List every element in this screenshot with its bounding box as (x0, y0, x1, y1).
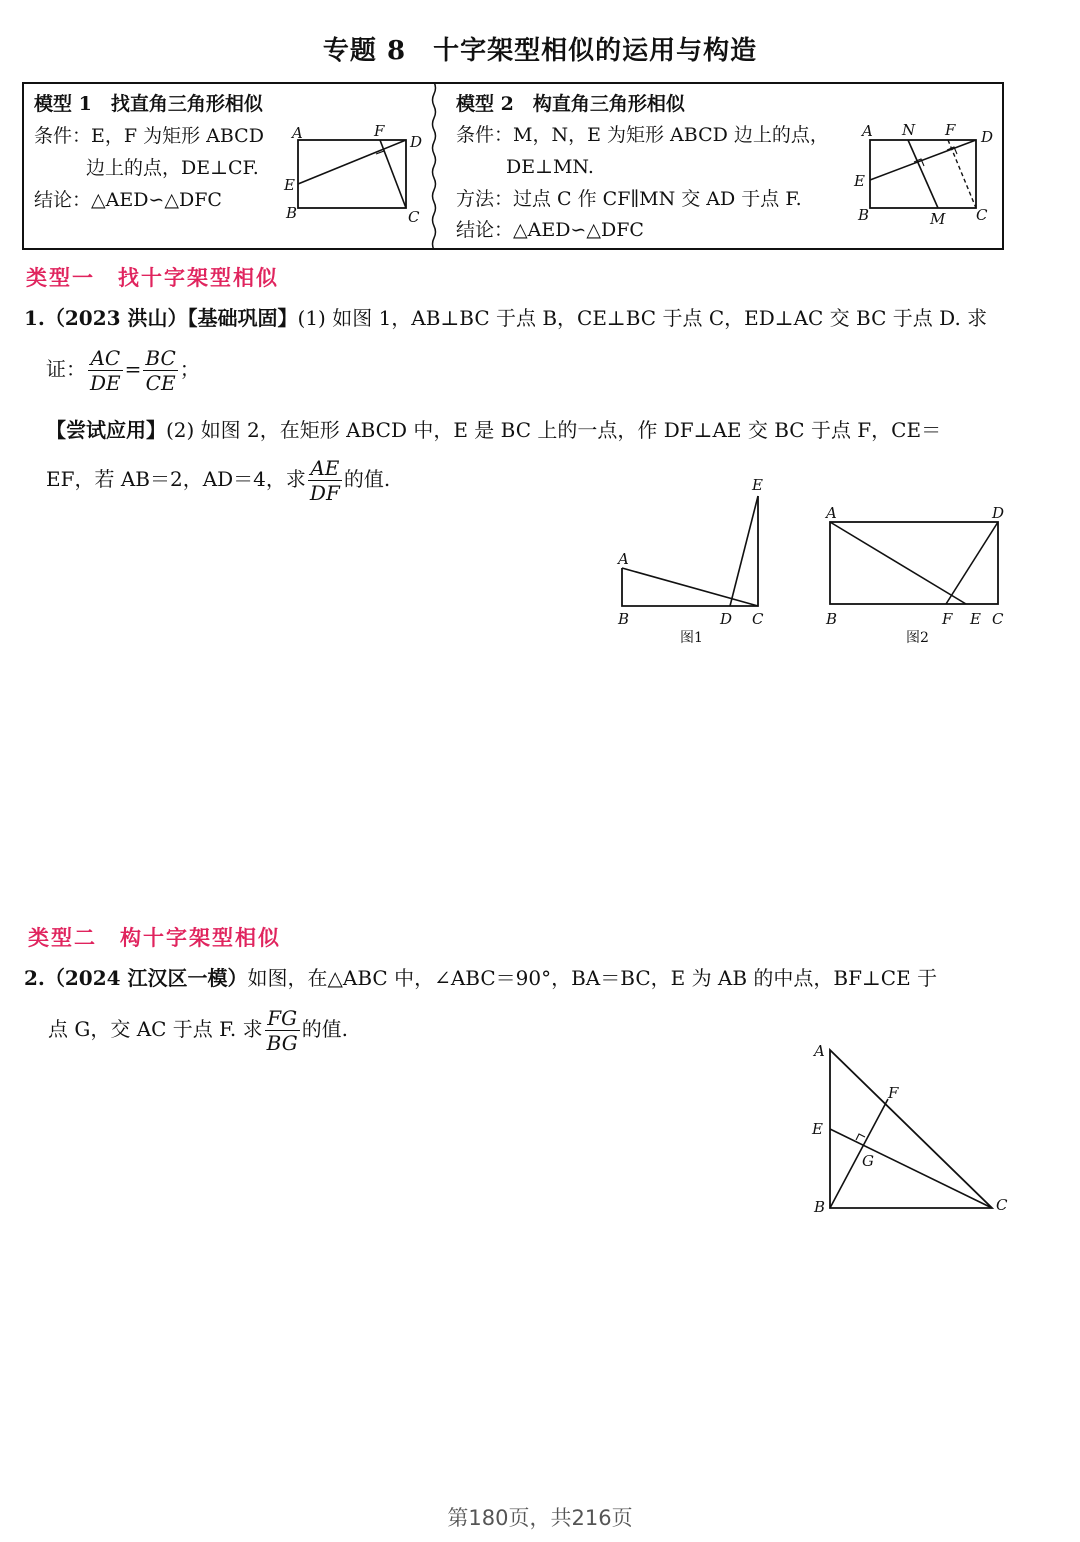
label-a: A (862, 122, 873, 140)
q1-source: （2023 洪山） (44, 306, 188, 330)
label-b: B (826, 610, 838, 628)
model2-condition-2: DE⊥MN. (506, 156, 594, 178)
q1-text-2: (2) 如图 2，在矩形 ABCD 中，E 是 BC 上的一点，作 DF⊥AE 交 BC 于点 F，CE＝ (166, 418, 942, 442)
model1-condition-2: 边上的点，DE⊥CF. (86, 157, 259, 179)
label-b: B (858, 206, 870, 224)
q2-text-1: 如图，在△ABC 中，∠ABC＝90°，BA＝BC，E 为 AB 的中点，BF⊥CE 于 (247, 966, 938, 990)
q2-line-2: 点 G，交 AC 于点 F. 求 $\frac{FG}{BG}$ 的值. (48, 1006, 349, 1055)
model1-conclusion: 结论：△AED∽△DFC (34, 189, 222, 211)
page-footer: 第180页，共216页 (447, 1506, 633, 1530)
rectangle-abcd (298, 140, 406, 208)
label-n: N (902, 121, 916, 139)
figure-q2 (806, 1036, 1016, 1220)
fraction-ac-de: $\frac{AC}{DE}$ (90, 346, 121, 395)
segment-ae (830, 522, 966, 604)
q1-proof-prefix: 证： (46, 357, 86, 381)
q2-line-1 (24, 962, 937, 991)
model2-figure (850, 118, 1000, 230)
label-c: C (996, 1196, 1008, 1214)
fraction-bc-ce: $\frac{BC}{CE}$ (145, 346, 176, 395)
label-c: C (408, 208, 420, 226)
figure-1 (610, 474, 780, 650)
label-a: A (618, 550, 629, 568)
right-angle-mark (856, 1134, 865, 1140)
model2-heading: 模型 2 构直角三角形相似 (456, 93, 685, 115)
fig1-caption: 图1 (680, 630, 703, 646)
fig2-caption: 图2 (906, 630, 929, 646)
segment-mn (908, 140, 938, 208)
segment-df (946, 522, 998, 604)
figure-2 (816, 500, 1016, 650)
q1-text-1: (1) 如图 1，AB⊥BC 于点 B，CE⊥BC 于点 C，ED⊥AC 交 BC 于点 D. 求 (297, 306, 988, 330)
model1-figure (282, 120, 428, 228)
label-f: F (945, 121, 956, 139)
label-d: D (992, 504, 1005, 522)
label-e: E (752, 476, 763, 494)
model1-condition-1: 条件：E，F 为矩形 ABCD (34, 125, 264, 147)
q1-tag-basic: 【基础巩固】 (187, 306, 298, 330)
model1-heading: 模型 1 找直角三角形相似 (34, 93, 263, 115)
section-type-2: 类型二 构十字架型相似 (28, 926, 281, 950)
q2-source: （2024 江汉区一模） (44, 966, 248, 990)
label-b: B (618, 610, 630, 628)
label-a: A (292, 124, 303, 142)
q1-line-3: EF，若 AB＝2，AD＝4，求 $\frac{AE}{DF}$ 的值. (46, 456, 391, 505)
label-f: F (888, 1084, 899, 1102)
fraction-fg-bg: $\frac{FG}{BG}$ (266, 1006, 298, 1055)
label-e: E (284, 176, 295, 194)
section-type-1: 类型一 找十字架型相似 (26, 266, 279, 290)
q1-line-1 (24, 302, 987, 331)
label-f: F (942, 610, 953, 628)
q1-number: 1. (24, 306, 45, 330)
q1-line-2 (46, 414, 941, 443)
label-e: E (812, 1120, 823, 1138)
label-m: M (930, 210, 946, 228)
label-c: C (752, 610, 764, 628)
fig1-frame (622, 496, 758, 606)
label-e: E (854, 172, 865, 190)
label-g: G (862, 1152, 874, 1170)
label-d: D (720, 610, 733, 628)
label-b: B (814, 1198, 826, 1216)
label-d: D (981, 128, 994, 146)
segment-ed (730, 496, 758, 606)
label-c: C (992, 610, 1004, 628)
model2-conclusion: 结论：△AED∽△DFC (456, 219, 644, 241)
segment-cf (380, 140, 406, 208)
label-a: A (814, 1042, 825, 1060)
label-d: D (410, 133, 423, 151)
model2-condition-1: 条件：M，N，E 为矩形 ABCD 边上的点， (456, 124, 829, 146)
segment-de (298, 140, 406, 184)
segment-cf-dashed (948, 140, 976, 208)
page-title: 专题 8 十字架型相似的运用与构造 (322, 36, 758, 66)
segment-ce (830, 1129, 992, 1208)
label-c: C (976, 206, 988, 224)
wavy-divider (430, 82, 438, 250)
triangle-abc (830, 1050, 992, 1208)
q1-tag-apply: 【尝试应用】 (46, 418, 166, 442)
label-e: E (970, 610, 981, 628)
q1-proof-line: 证： $\frac{AC}{DE}$ = $\frac{BC}{CE}$ ； (46, 346, 200, 395)
model2-method: 方法：过点 C 作 CF∥MN 交 AD 于点 F. (456, 188, 802, 210)
q2-number: 2. (24, 966, 45, 990)
label-a: A (826, 504, 837, 522)
label-f: F (374, 122, 385, 140)
label-b: B (286, 204, 298, 222)
fraction-ae-df: $\frac{AE}{DF}$ (309, 456, 340, 505)
